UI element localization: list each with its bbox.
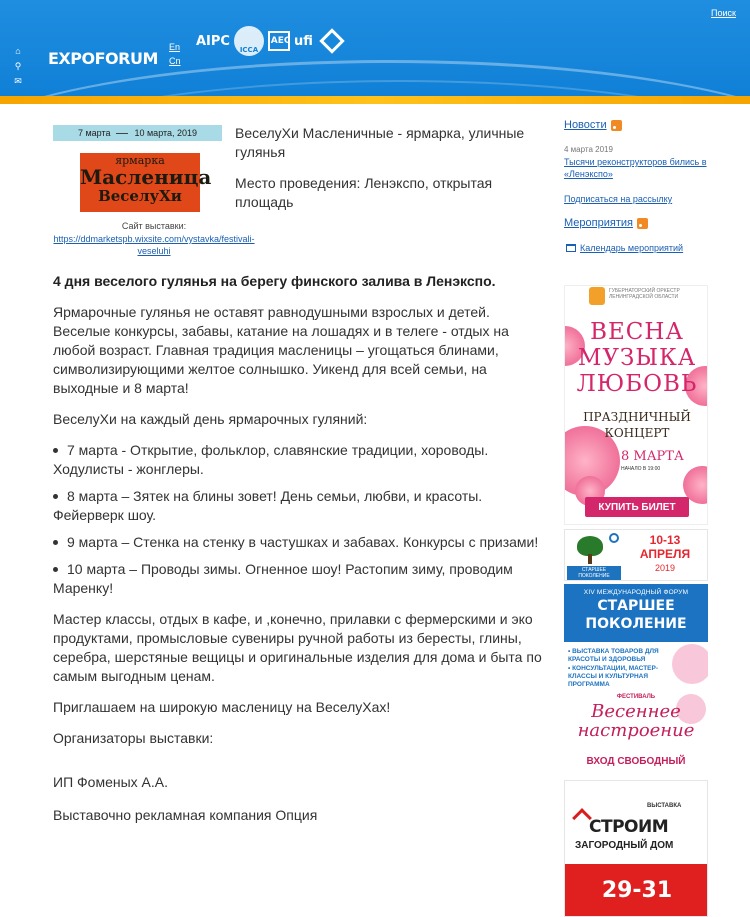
news-link-heading[interactable]: Новости <box>564 119 607 131</box>
date-range-dash <box>116 133 128 134</box>
banner-title-line: ВЕСНА <box>590 319 684 345</box>
calendar-link-row[interactable] <box>566 243 683 253</box>
forum-item: • ВЫСТАВКА ТОВАРОВ ДЛЯ КРАСОТЫ И ЗДОРОВЬЯ <box>568 648 659 663</box>
header-side-icons <box>13 46 23 86</box>
festival-name-line: настроение <box>577 720 695 741</box>
event-logo[interactable] <box>80 153 212 212</box>
rss-icon[interactable] <box>637 218 648 229</box>
search-link[interactable]: Поиск <box>711 8 736 18</box>
concert-banner[interactable] <box>564 285 708 525</box>
banner-title-line: МУЗЫКА <box>577 345 697 371</box>
article-paragraph: ВеселуХи на каждый день ярмарочных гуляний: <box>53 411 368 427</box>
event-date-bar <box>53 125 222 141</box>
free-entry-label: ВХОД СВОБОДНЫЙ <box>586 756 686 767</box>
banner-subtitle: КОНЦЕРТ <box>604 426 670 440</box>
event-logo-line2: Масленица <box>80 165 212 189</box>
calendar-icon <box>566 244 576 252</box>
partner-logos <box>196 26 341 56</box>
aipc-logo[interactable]: AIPC <box>196 33 230 49</box>
forum-header <box>564 584 708 642</box>
news-date: 4 марта 2019 <box>564 145 613 154</box>
icca-logo[interactable]: ICCA <box>234 26 264 56</box>
exhibition-label: ВЫСТАВКА <box>647 803 682 809</box>
forum-title: ПОКОЛЕНИЕ <box>585 616 687 632</box>
lang-en-link[interactable]: En <box>169 42 181 52</box>
banner-month: АПРЕЛЯ <box>639 547 691 561</box>
forum-label: XIV МЕЖДУНАРОДНЫЙ ФОРУМ <box>583 589 689 596</box>
event-place: Место проведения: Ленэкспо, открытая площадь <box>235 175 493 210</box>
forum-items <box>568 648 678 690</box>
banner-badge: СТАРШЕЕ ПОКОЛЕНИЕ <box>567 566 621 580</box>
article-paragraph: Мастер классы, отдых в кафе, и ,конечно, прилавки с фермерскими и эко продуктами, промысловые сувениры ручной работы из бересты, глины, серебра, шерстяные вещицы и оригинальные изделия для дома и быта по самым выгодным ценам. <box>53 611 542 684</box>
buy-ticket-button[interactable]: КУПИТЬ БИЛЕТ <box>585 497 689 517</box>
banner-dates: 29-31 <box>565 864 708 917</box>
tree-icon <box>575 536 605 566</box>
schedule-item: 7 марта - Открытие, фольклор, славянские традиции, хороводы. Ходулисты - жонглеры. <box>53 441 543 479</box>
article-paragraph: Приглашаем на широкую масленицу на ВеселуХах! <box>53 699 391 715</box>
event-date-from: 7 марта <box>77 128 111 138</box>
banner-time: НАЧАЛО В 19:00 <box>621 466 661 472</box>
festival-name-line: Весеннее <box>591 701 681 722</box>
site-label: Сайт выставки: <box>121 221 187 231</box>
banner-subtitle: ЗАГОРОДНЫЙ ДОМ <box>575 840 674 851</box>
banner-dates: 10-13 <box>649 533 681 547</box>
subscribe-link[interactable]: Подписаться на рассылку <box>564 194 673 204</box>
site-header <box>0 0 750 104</box>
article-lead: 4 дня веселого гулянья на берегу финского залива в Ленэкспо. <box>53 273 496 289</box>
event-title: ВеселуХи Масленичные - ярмарка, уличные гулянья <box>235 125 525 160</box>
calendar-link[interactable]: Календарь мероприятий <box>580 243 684 253</box>
schedule-item: 8 марта – Зятек на блины зовет! День семьи, любви, и красоты. Фейерверк шоу. <box>53 487 543 525</box>
banner-title: СТРОИМ <box>589 817 669 837</box>
banner-subtitle: ПРАЗДНИЧНЫЙ <box>583 410 691 424</box>
forum-banner[interactable] <box>564 584 708 776</box>
article-paragraph: Ярмарочные гулянья не оставят равнодушными взрослых и детей. Веселые конкурсы, забавы, катание на лошадях и в телеге - отдых на любой возраст. Главная традиция масленицы – угощаться блинами, символизирующими желтое солнышко. Уикенд для всей семьи, на выходные и 8 марта! <box>53 304 509 396</box>
language-switcher <box>169 42 181 66</box>
ufi-logo[interactable]: ufi <box>293 33 313 49</box>
festival-label: ФЕСТИВАЛЬ <box>616 694 656 700</box>
events-heading <box>564 217 648 229</box>
banner-year: 2019 <box>654 563 676 573</box>
news-heading <box>564 119 622 131</box>
banner-date: 8 МАРТА <box>621 449 684 464</box>
search-icon[interactable]: ⚲ <box>14 61 22 71</box>
schedule-list <box>53 441 543 598</box>
event-date-to: 10 марта, 2019 <box>134 128 198 138</box>
organizer-name: ИП Фоменых А.А. <box>53 774 168 790</box>
older-generation-banner[interactable] <box>564 529 708 581</box>
forum-title: СТАРШЕЕ <box>597 598 675 614</box>
partner-diamond-logo[interactable] <box>319 28 344 53</box>
event-logo-line3: ВеселуХи <box>98 187 182 205</box>
build-house-banner[interactable] <box>564 780 708 917</box>
mail-icon[interactable]: ✉ <box>14 76 22 86</box>
article-body <box>53 272 543 837</box>
events-link-heading[interactable]: Мероприятия <box>564 217 633 229</box>
lang-cn-link[interactable]: Cn <box>169 56 181 66</box>
event-logo-line1: ярмарка <box>115 154 165 167</box>
schedule-item: 10 марта – Проводы зимы. Огненное шоу! Растопим зиму, проводим Маренку! <box>53 560 543 598</box>
news-item-link[interactable]: Тысячи реконструкторов бились в «Ленэкспо» <box>564 157 707 179</box>
ring-icon <box>609 533 619 543</box>
forum-item: • КОНСУЛЬТАЦИИ, МАСТЕР-КЛАССЫ И КУЛЬТУРНАЯ ПРОГРАММА <box>568 665 659 688</box>
rss-icon[interactable] <box>611 120 622 131</box>
organizer-name: Выставочно рекламная компания Опция <box>53 807 318 823</box>
iaec-logo[interactable]: IAEC <box>268 31 290 51</box>
expoforum-logo[interactable]: EXPOFORUM <box>48 49 158 68</box>
orchestra-label: ГУБЕРНАТОРСКИЙ ОРКЕСТР ЛЕНИНГРАДСКОЙ ОБЛАСТИ <box>609 288 680 300</box>
festival-name <box>564 702 708 740</box>
home-icon[interactable]: ⌂ <box>15 46 21 56</box>
site-url-link[interactable]: https://ddmarketspb.wixsite.com/vystavka/festivali-veseluhi <box>53 234 255 256</box>
banner-title-line: ЛЮБОВЬ <box>576 371 698 397</box>
schedule-item: 9 марта – Стенка на стенку в частушках и забавах. Конкурсы с призами! <box>53 533 543 552</box>
header-orange-stripe <box>0 96 750 104</box>
organizers-heading: Организаторы выставки: <box>53 730 214 746</box>
